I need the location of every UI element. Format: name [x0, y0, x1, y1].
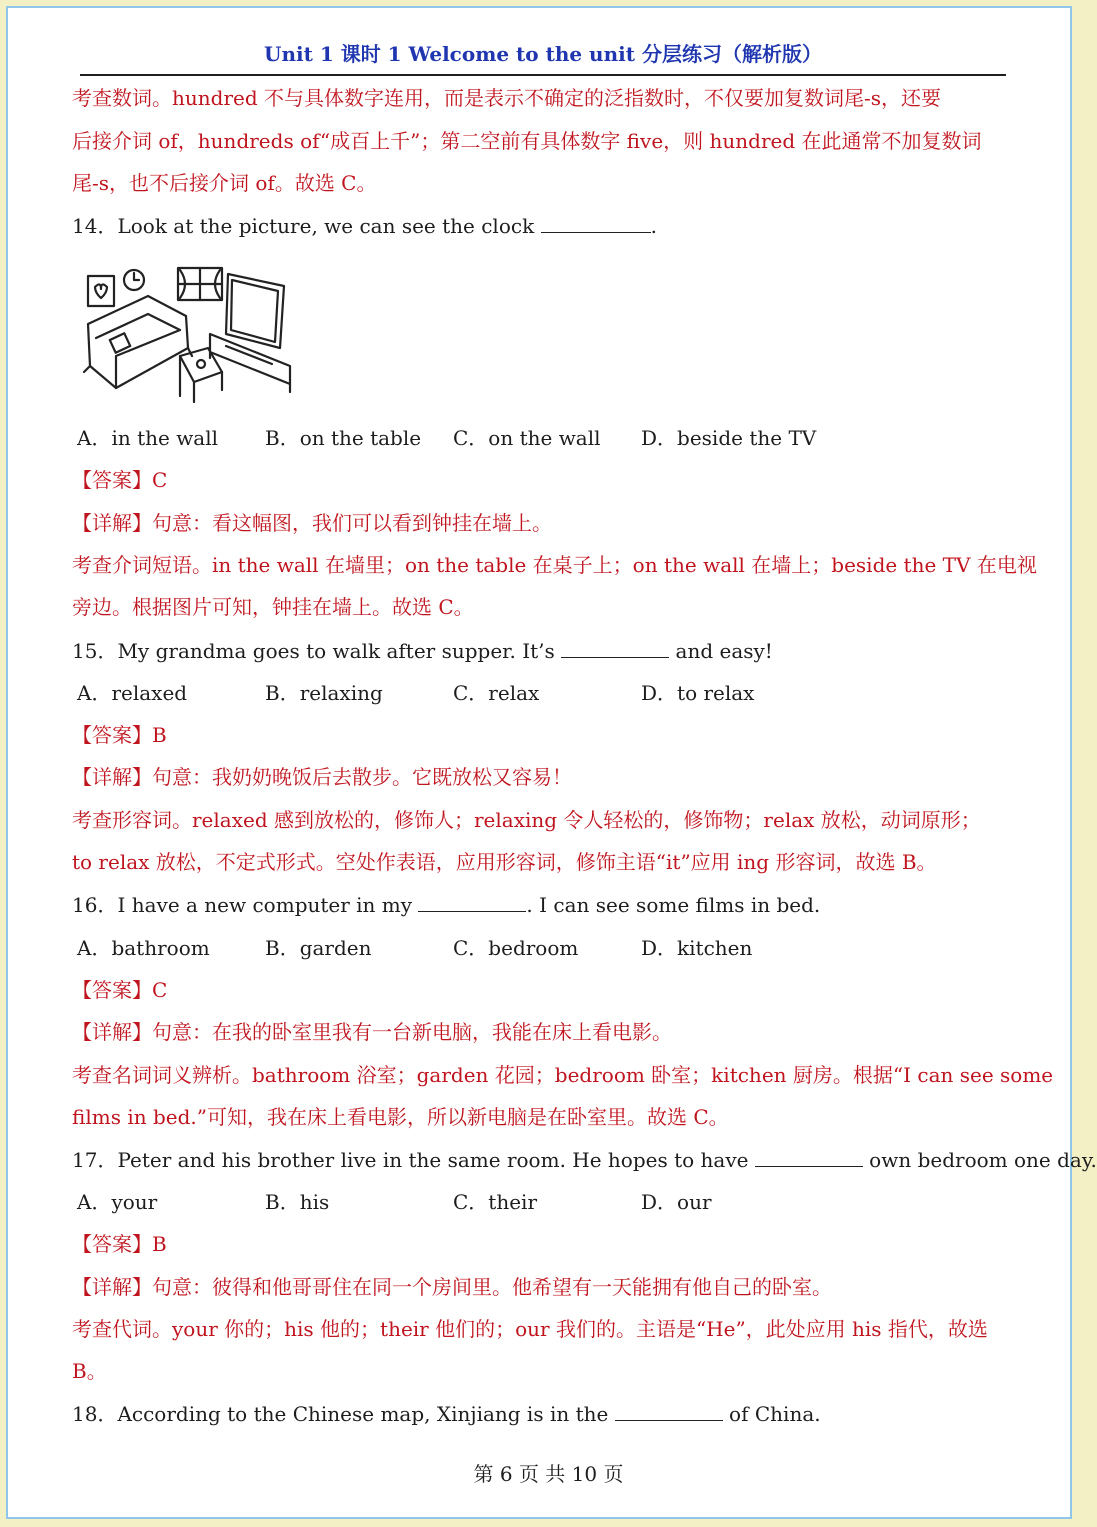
q14-explain-line-2: 旁边。根据图片可知，钟挂在墙上。故选 C。 [72, 595, 474, 619]
q15-explain-line-1: 考查形容词。relaxed 感到放松的，修饰人；relaxing 令人轻松的，修饰物；relax 放松，动词原形； [72, 808, 981, 832]
q13-explain-line-1: 考查数词。hundred 不与具体数字连用，而是表示不确定的泛指数时，不仅要加复数词尾-s，还要 [72, 86, 942, 110]
q16-number: 16． [72, 893, 118, 917]
q18-stem-before: According to the Chinese map, Xinjiang is in the [117, 1402, 615, 1426]
q16-detail: 【详解】句意：在我的卧室里我有一台新电脑，我能在床上看电影。 [72, 1020, 672, 1044]
picture-frame-icon [88, 276, 114, 306]
q17-explain-line-2: B。 [72, 1359, 107, 1383]
q17-blank [755, 1146, 863, 1167]
q14-number: 14． [72, 214, 118, 238]
q18-stem [72, 1400, 1002, 1428]
q18-stem-after: of China. [722, 1402, 821, 1426]
q15-explain-line-2: to relax 放松，不定式形式。空处作表语，应用形容词，修饰主语“it”应用 ing 形容词，故选 B。 [72, 850, 937, 874]
q14-detail: 【详解】句意：看这幅图，我们可以看到钟挂在墙上。 [72, 511, 552, 535]
q17-answer: 【答案】B [72, 1232, 167, 1256]
q16-option-a[interactable]: A．bathroom [77, 936, 210, 960]
q16-stem-after: . I can see some films in bed. [526, 893, 821, 917]
q14-option-c[interactable]: C．on the wall [453, 426, 601, 450]
q17-detail: 【详解】句意：彼得和他哥哥住在同一个房间里。他希望有一天能拥有他自己的卧室。 [72, 1275, 832, 1299]
q17-option-a[interactable]: A．your [77, 1190, 158, 1214]
q14-blank [541, 212, 651, 233]
q17-stem-after: own bedroom one day. [862, 1148, 1097, 1172]
q15-option-c[interactable]: C．relax [453, 681, 540, 705]
q16-option-d[interactable]: D．kitchen [641, 936, 753, 960]
q13-explain-line-2: 后接介词 of，hundreds of“成百上千”；第二空前有具体数字 five，则 hundred 在此通常不加复数词 [72, 129, 982, 153]
q16-answer: 【答案】C [72, 978, 168, 1002]
q14-option-a[interactable]: A．in the wall [77, 426, 219, 450]
q14-stem-after: . [650, 214, 657, 238]
q16-explain-line-1: 考查名词词义辨析。bathroom 浴室；garden 花园；bedroom 卧室；kitchen 厨房。根据“I can see some [72, 1063, 1054, 1087]
q14-option-d[interactable]: D．beside the TV [641, 426, 817, 450]
q15-option-d[interactable]: D．to relax [641, 681, 755, 705]
q15-answer: 【答案】B [72, 723, 167, 747]
q15-number: 15． [72, 639, 118, 663]
q15-blank [561, 637, 669, 658]
q15-option-b[interactable]: B．relaxing [265, 681, 383, 705]
page-title: Unit 1 课时 1 Welcome to the unit 分层练习（解析版） [80, 38, 1006, 76]
q14-explain-line-1: 考查介词短语。in the wall 在墙里；on the table 在桌子上；on the wall 在墙上；beside the TV 在电视 [72, 553, 1037, 577]
q16-stem-before: I have a new computer in my [117, 893, 419, 917]
q15-stem-before: My grandma goes to walk after supper. It’s [117, 639, 562, 663]
living-room-illustration [76, 256, 306, 406]
q17-explain-line-1: 考查代词。your 你的；his 他的；their 他们的；our 我们的。主语是“He”，此处应用 his 指代，故选 [72, 1317, 988, 1341]
q16-option-b[interactable]: B．garden [265, 936, 372, 960]
q15-stem [72, 637, 1002, 665]
q15-option-a[interactable]: A．relaxed [77, 681, 188, 705]
q15-stem-after: and easy! [669, 639, 773, 663]
q17-option-b[interactable]: B．his [265, 1190, 330, 1214]
q17-option-c[interactable]: C．their [453, 1190, 538, 1214]
q14-stem [72, 212, 1002, 240]
q14-option-b[interactable]: B．on the table [265, 426, 422, 450]
q17-number: 17． [72, 1148, 118, 1172]
q18-number: 18． [72, 1402, 118, 1426]
q16-option-c[interactable]: C．bedroom [453, 936, 579, 960]
q17-stem-before: Peter and his brother live in the same room. He hopes to have [117, 1148, 755, 1172]
q16-blank [418, 891, 526, 912]
q13-explain-line-3: 尾-s，也不后接介词 of。故选 C。 [72, 171, 377, 195]
q16-explain-line-2: films in bed.”可知，我在床上看电影，所以新电脑是在卧室里。故选 C。 [72, 1105, 729, 1129]
q14-stem-before: Look at the picture, we can see the clock [117, 214, 541, 238]
page-number: 第 6 页 共 10 页 [473, 1462, 624, 1486]
q17-option-d[interactable]: D．our [641, 1190, 712, 1214]
q15-detail: 【详解】句意：我奶奶晚饭后去散步。它既放松又容易！ [72, 765, 572, 789]
q17-stem [72, 1146, 1097, 1174]
q14-answer: 【答案】C [72, 468, 168, 492]
q16-stem [72, 891, 1002, 919]
q18-blank [615, 1400, 723, 1421]
